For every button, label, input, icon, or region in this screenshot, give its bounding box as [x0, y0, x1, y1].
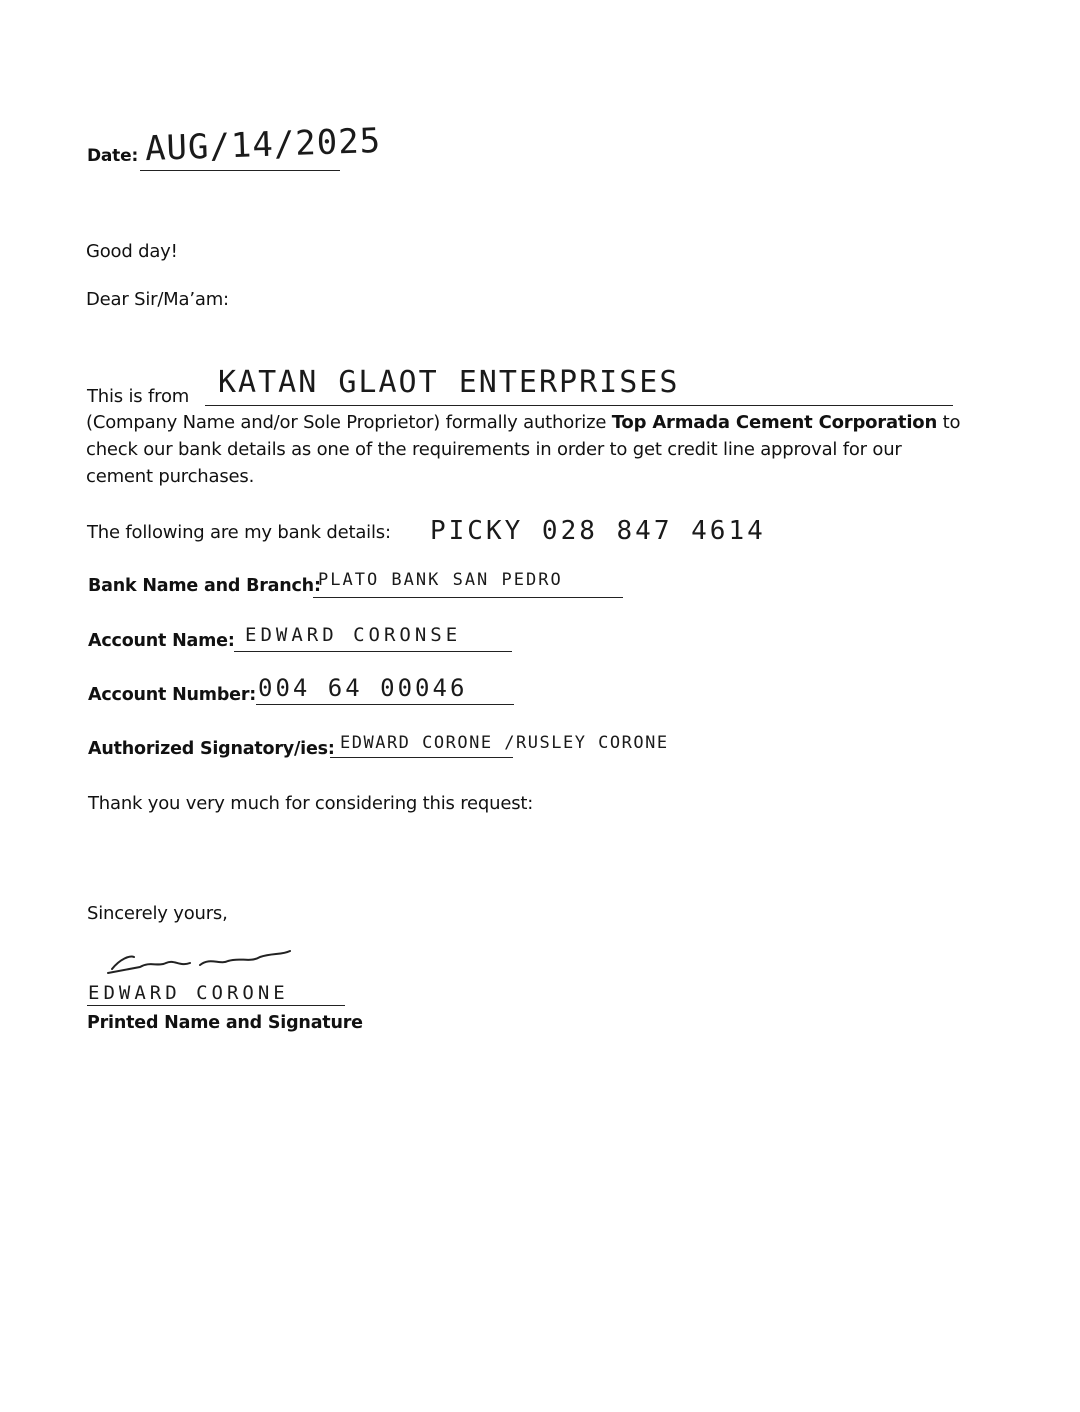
date-value: AUG/14/2025 — [144, 120, 382, 170]
thanks-line: Thank you very much for considering this request: — [88, 793, 534, 814]
signature-underline — [87, 1005, 345, 1006]
signatory-underline — [330, 757, 513, 758]
printed-name-label: Printed Name and Signature — [87, 1013, 363, 1033]
paragraph-text-2: to check our bank details as one of the requirements in order to get credit line approval for our cement purchases. — [86, 412, 961, 487]
bank-name-value: PLATO BANK SAN PEDRO — [318, 570, 563, 590]
bank-details-label: The following are my bank details: — [87, 522, 391, 543]
account-number-underline — [256, 704, 514, 705]
company-bold-name: Top Armada Cement Corporation — [611, 412, 938, 433]
greeting: Good day! — [86, 241, 178, 262]
salutation: Dear Sir/Ma’am: — [86, 289, 229, 310]
paragraph-text-1: (Company Name and/or Sole Proprietor) formally authorize — [86, 412, 612, 433]
date-label: Date: — [87, 146, 139, 166]
bank-details-value: PICKY 028 847 4614 — [430, 516, 766, 546]
bank-name-underline — [313, 597, 623, 598]
printed-name-value: EDWARD CORONE — [88, 982, 289, 1004]
date-underline — [140, 170, 340, 171]
company-name-value: KATAN GLAOT ENTERPRISES — [218, 365, 680, 400]
closing-line: Sincerely yours, — [87, 903, 228, 924]
account-name-label: Account Name: — [88, 631, 235, 651]
handwritten-signature — [100, 945, 300, 979]
account-number-label: Account Number: — [88, 685, 257, 705]
account-number-value: 004 64 00046 — [258, 674, 468, 702]
authorization-paragraph — [86, 409, 966, 490]
bank-name-label: Bank Name and Branch: — [88, 576, 321, 596]
account-name-value: EDWARD CORONSE — [245, 624, 462, 646]
from-label: This is from — [87, 386, 190, 407]
company-underline — [205, 405, 953, 406]
signatory-value: EDWARD CORONE /RUSLEY CORONE — [340, 733, 669, 753]
signatory-label: Authorized Signatory/ies: — [88, 739, 335, 759]
account-name-underline — [234, 651, 512, 652]
